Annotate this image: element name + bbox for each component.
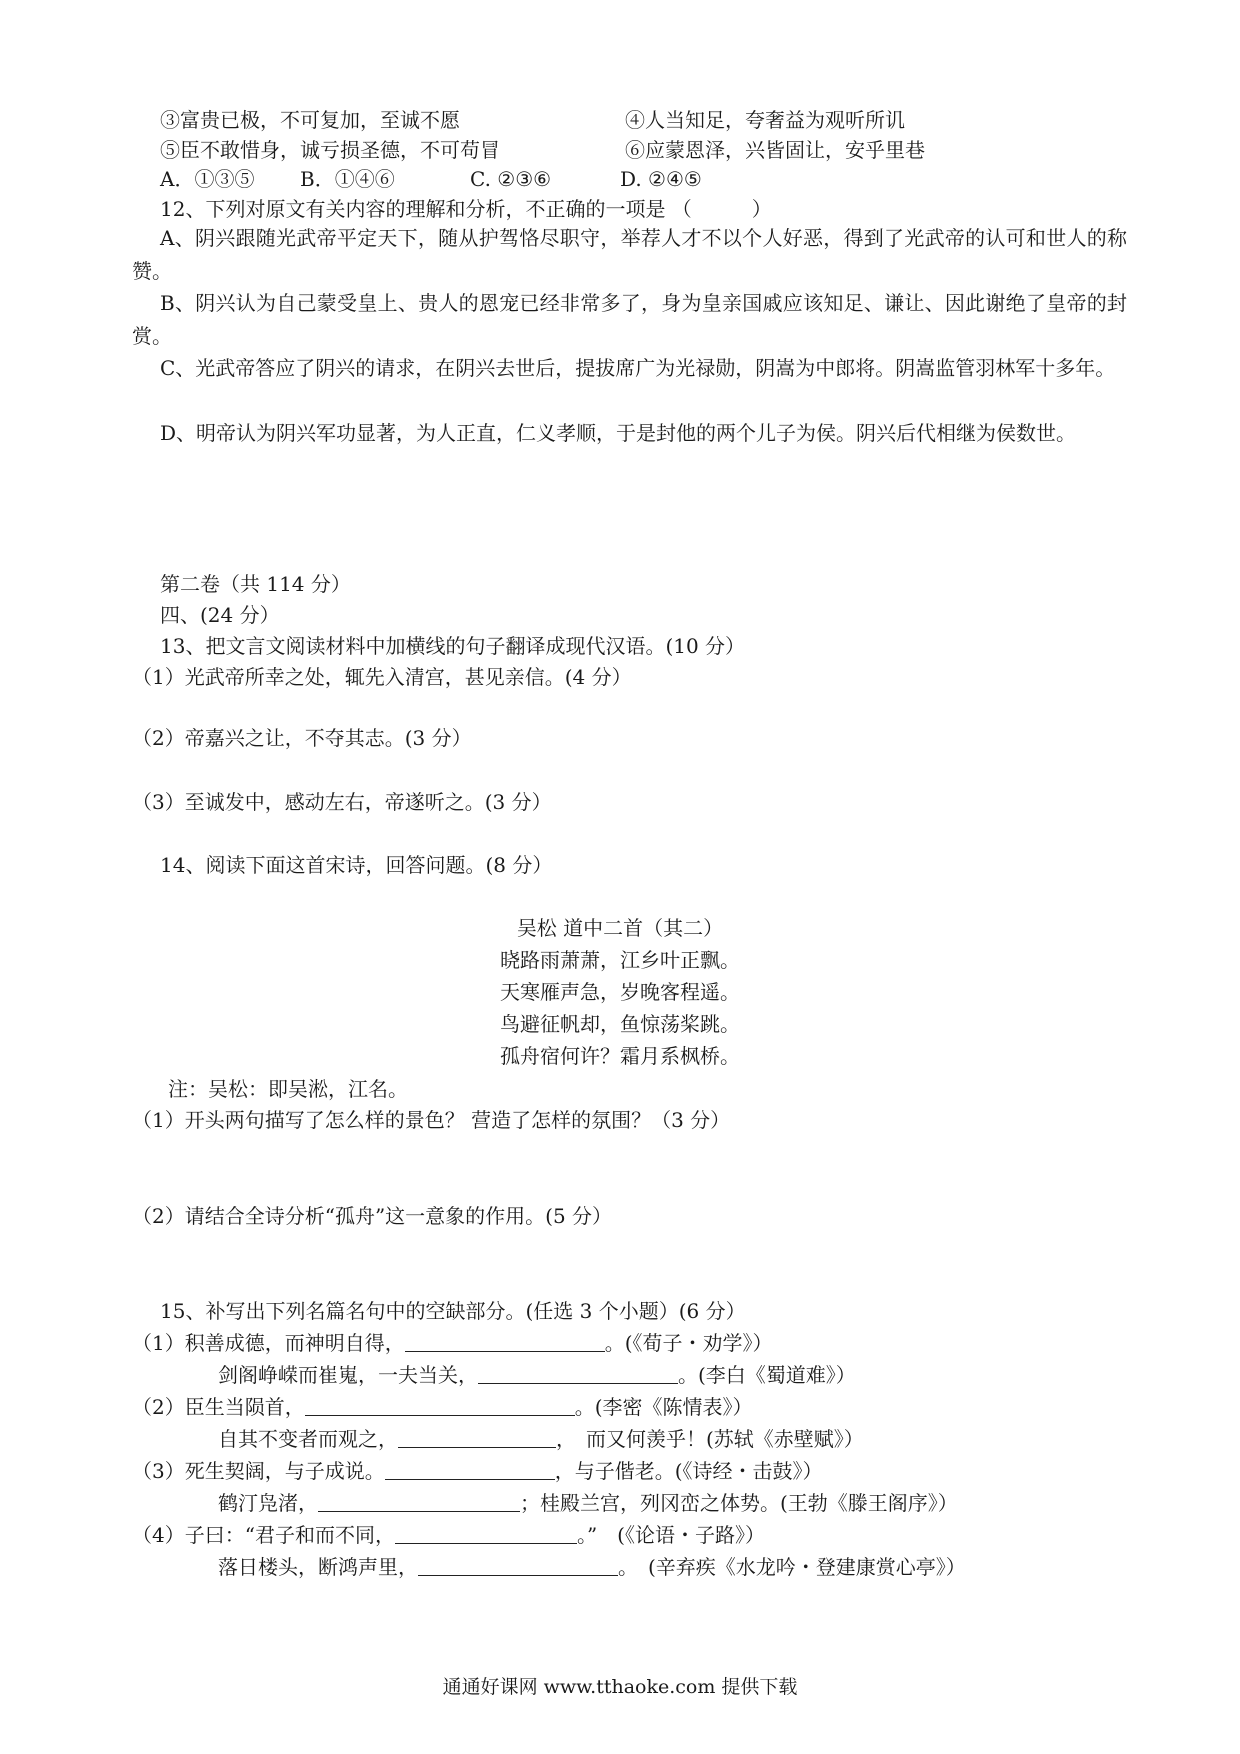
q15-line-3a bbox=[132, 1455, 823, 1487]
q15-line-4b bbox=[218, 1551, 966, 1583]
q15-stem: 15、补写出下列名篇名句中的空缺部分。(任选 3 个小题）(6 分） bbox=[160, 1299, 746, 1323]
text: 。(李密《陈情表》） bbox=[574, 1395, 753, 1419]
fill-blank[interactable] bbox=[395, 1521, 577, 1544]
q15-line-1a bbox=[132, 1327, 773, 1359]
part2-title: 第二卷（共 114 分） bbox=[160, 572, 351, 596]
fill-blank[interactable] bbox=[405, 1329, 605, 1352]
q15-line-2b bbox=[218, 1423, 864, 1455]
q11-item-3: ③富贵已极，不可复加，至诚不愿 bbox=[160, 108, 460, 132]
poem-note: 注：吴松：即吴淞，江名。 bbox=[168, 1077, 408, 1101]
text: （4）子曰：“君子和而不同， bbox=[132, 1523, 395, 1547]
text: 。” (《论语・子路》） bbox=[576, 1523, 765, 1547]
section-4-heading: 四、(24 分） bbox=[160, 603, 280, 627]
q12-option-a: A、阴兴跟随光武帝平定天下，随从护驾恪尽职守，举荐人才不以个人好恶，得到了光武帝的认可和世人的称赞。 bbox=[132, 226, 1127, 283]
text: 。(李白《蜀道难》） bbox=[678, 1363, 856, 1387]
text: ， 而又何羡乎！(苏轼《赤壁赋》） bbox=[556, 1427, 864, 1451]
q15-line-2a bbox=[132, 1391, 753, 1423]
q11-item-5: ⑤臣不敢惜身，诚亏损圣德，不可苟冒 bbox=[160, 138, 500, 162]
fill-blank[interactable] bbox=[398, 1425, 556, 1448]
text: 剑阁峥嵘而崔嵬，一夫当关， bbox=[218, 1363, 478, 1387]
text: 。 (辛弃疾《水龙吟・登建康赏心亭》） bbox=[618, 1555, 966, 1579]
text: ，与子偕老。(《诗经・击鼓》） bbox=[554, 1459, 823, 1483]
poem-title: 吴松 道中二首（其二） bbox=[516, 916, 724, 940]
fill-blank[interactable] bbox=[478, 1361, 678, 1384]
text: 鹤汀凫渚， bbox=[218, 1491, 318, 1515]
text: 。(《荀子・劝学》） bbox=[604, 1331, 773, 1355]
q13-sentence-3: （3）至诚发中，感动左右，帝遂听之。(3 分） bbox=[132, 790, 552, 814]
q11-option-d: D. ②④⑤ bbox=[620, 167, 702, 191]
q11-item-4: ④人当知足，夸奢益为观听所讥 bbox=[625, 108, 905, 132]
text: 落日楼头，断鸿声里， bbox=[218, 1555, 418, 1579]
q14-subquestion-1: （1）开头两句描写了怎么样的景色？ 营造了怎样的氛围？（3 分） bbox=[132, 1108, 731, 1132]
q11-option-b: B．①④⑥ bbox=[300, 167, 395, 191]
q15-line-3b bbox=[218, 1487, 958, 1519]
fill-blank[interactable] bbox=[385, 1457, 555, 1480]
q12-option-c: C、光武帝答应了阴兴的请求，在阴兴去世后，提拔席广为光禄勋，阴嵩为中郎将。阴嵩监管羽林军十多年。 bbox=[160, 356, 1116, 380]
q12-option-d: D、明帝认为阴兴军功显著，为人正直，仁义孝顺，于是封他的两个儿子为侯。阴兴后代相继为侯数世。 bbox=[160, 421, 1077, 445]
q11-option-a: A．①③⑤ bbox=[160, 167, 255, 191]
q11-item-6: ⑥应蒙恩泽，兴皆固让，安乎里巷 bbox=[625, 138, 925, 162]
page-footer: 通通好课网 www.tthaoke.com 提供下载 bbox=[442, 1676, 798, 1698]
fill-blank[interactable] bbox=[305, 1393, 575, 1416]
text: （3）死生契阔，与子成说。 bbox=[132, 1459, 385, 1483]
q15-line-1b bbox=[218, 1359, 856, 1391]
text: 自其不变者而观之， bbox=[218, 1427, 398, 1451]
poem-line: 晓路雨萧萧，江乡叶正飘。 bbox=[500, 948, 740, 972]
q13-sentence-2: （2）帝嘉兴之让，不夺其志。(3 分） bbox=[132, 726, 472, 750]
fill-blank[interactable] bbox=[418, 1553, 618, 1576]
poem-line: 孤舟宿何许？霜月系枫桥。 bbox=[500, 1044, 740, 1068]
q11-options bbox=[160, 163, 702, 195]
text: （1）积善成德，而神明自得， bbox=[132, 1331, 405, 1355]
q14-subquestion-2: （2）请结合全诗分析“孤舟”这一意象的作用。(5 分） bbox=[132, 1204, 613, 1228]
q14-stem: 14、阅读下面这首宋诗，回答问题。(8 分） bbox=[160, 853, 553, 877]
q13-stem: 13、把文言文阅读材料中加横线的句子翻译成现代汉语。(10 分） bbox=[160, 634, 746, 658]
q15-line-4a bbox=[132, 1519, 765, 1551]
fill-blank[interactable] bbox=[318, 1489, 520, 1512]
text: ；桂殿兰宫，列冈峦之体势。(王勃《滕王阁序》） bbox=[520, 1491, 958, 1515]
q12-stem: 12、下列对原文有关内容的理解和分析，不正确的一项是 （ ） bbox=[160, 197, 772, 221]
poem-line: 鸟避征帆却，鱼惊荡桨跳。 bbox=[500, 1012, 740, 1036]
q13-sentence-1: （1）光武帝所幸之处，辄先入清宫，甚见亲信。(4 分） bbox=[132, 665, 632, 689]
poem-line: 天寒雁声急，岁晚客程遥。 bbox=[500, 980, 740, 1004]
text: （2）臣生当陨首， bbox=[132, 1395, 305, 1419]
q11-option-c: C. ②③⑥ bbox=[470, 167, 552, 191]
q12-option-b: B、阴兴认为自己蒙受皇上、贵人的恩宠已经非常多了，身为皇亲国戚应该知足、谦让、因此谢绝了皇帝的封赏。 bbox=[132, 291, 1127, 348]
